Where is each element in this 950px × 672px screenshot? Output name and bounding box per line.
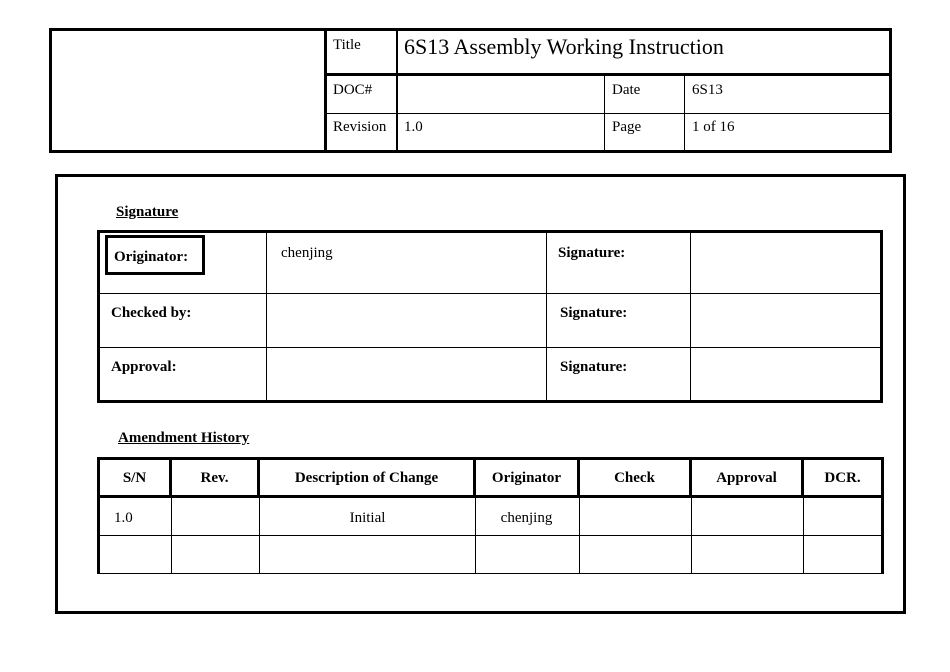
doc-number-label: DOC# xyxy=(333,82,373,98)
approval-signature-label: Signature: xyxy=(560,359,628,375)
sig-row-line-1 xyxy=(100,293,880,294)
column-header-rev: Rev. xyxy=(200,470,229,486)
amd-col-line-3 xyxy=(475,496,476,574)
sig-col-line-1 xyxy=(266,233,267,400)
table-cell: Initial xyxy=(349,510,386,526)
amd-col-line-6 xyxy=(803,496,804,574)
date-label: Date xyxy=(612,82,641,98)
title-label: Title xyxy=(333,37,361,53)
approval-label: Approval: xyxy=(111,359,177,375)
column-header-originator: Originator xyxy=(491,470,562,486)
column-header-check: Check xyxy=(614,470,655,486)
amd-col-line-2 xyxy=(259,496,260,574)
header-divider-label xyxy=(396,28,398,153)
amd-col-line-1 xyxy=(171,496,172,574)
sig-row-line-2 xyxy=(100,347,880,348)
sig-col-line-2 xyxy=(546,233,547,400)
page-label: Page xyxy=(612,119,642,135)
date-value: 6S13 xyxy=(692,82,723,98)
table-cell: 1.0 xyxy=(114,510,133,526)
page-title: 6S13 Assembly Working Instruction xyxy=(404,34,724,59)
table-cell: chenjing xyxy=(500,510,553,526)
amd-col-line-5 xyxy=(691,496,692,574)
column-header-description: Description of Change xyxy=(294,470,439,486)
originator-name: chenjing xyxy=(281,245,333,261)
sig-col-line-3 xyxy=(690,233,691,400)
revision-label: Revision xyxy=(333,119,387,135)
header-row-line-2 xyxy=(324,113,892,114)
signature-table xyxy=(97,230,883,403)
page-count-value: 1 of 16 xyxy=(692,119,735,135)
column-header-approval: Approval xyxy=(716,470,777,486)
amd-col-line-4 xyxy=(579,496,580,574)
document-header xyxy=(49,28,892,153)
amendment-heading: Amendment History xyxy=(118,430,250,446)
revision-value: 1.0 xyxy=(404,119,423,135)
amd-header-line xyxy=(100,495,881,498)
checked-by-label: Checked by: xyxy=(111,305,192,321)
column-header-dcr: DCR. xyxy=(824,470,861,486)
originator-signature-label: Signature: xyxy=(558,245,626,261)
column-header-sn: S/N xyxy=(122,470,147,486)
amd-row-line-2 xyxy=(100,573,881,574)
checked-by-signature-label: Signature: xyxy=(560,305,628,321)
amd-row-line-1 xyxy=(100,535,881,536)
header-divider-logo xyxy=(324,28,327,153)
header-row-line-1 xyxy=(324,73,892,76)
signature-heading: Signature xyxy=(116,204,179,220)
amendment-table xyxy=(97,457,884,574)
originator-label: Originator: xyxy=(105,235,205,275)
